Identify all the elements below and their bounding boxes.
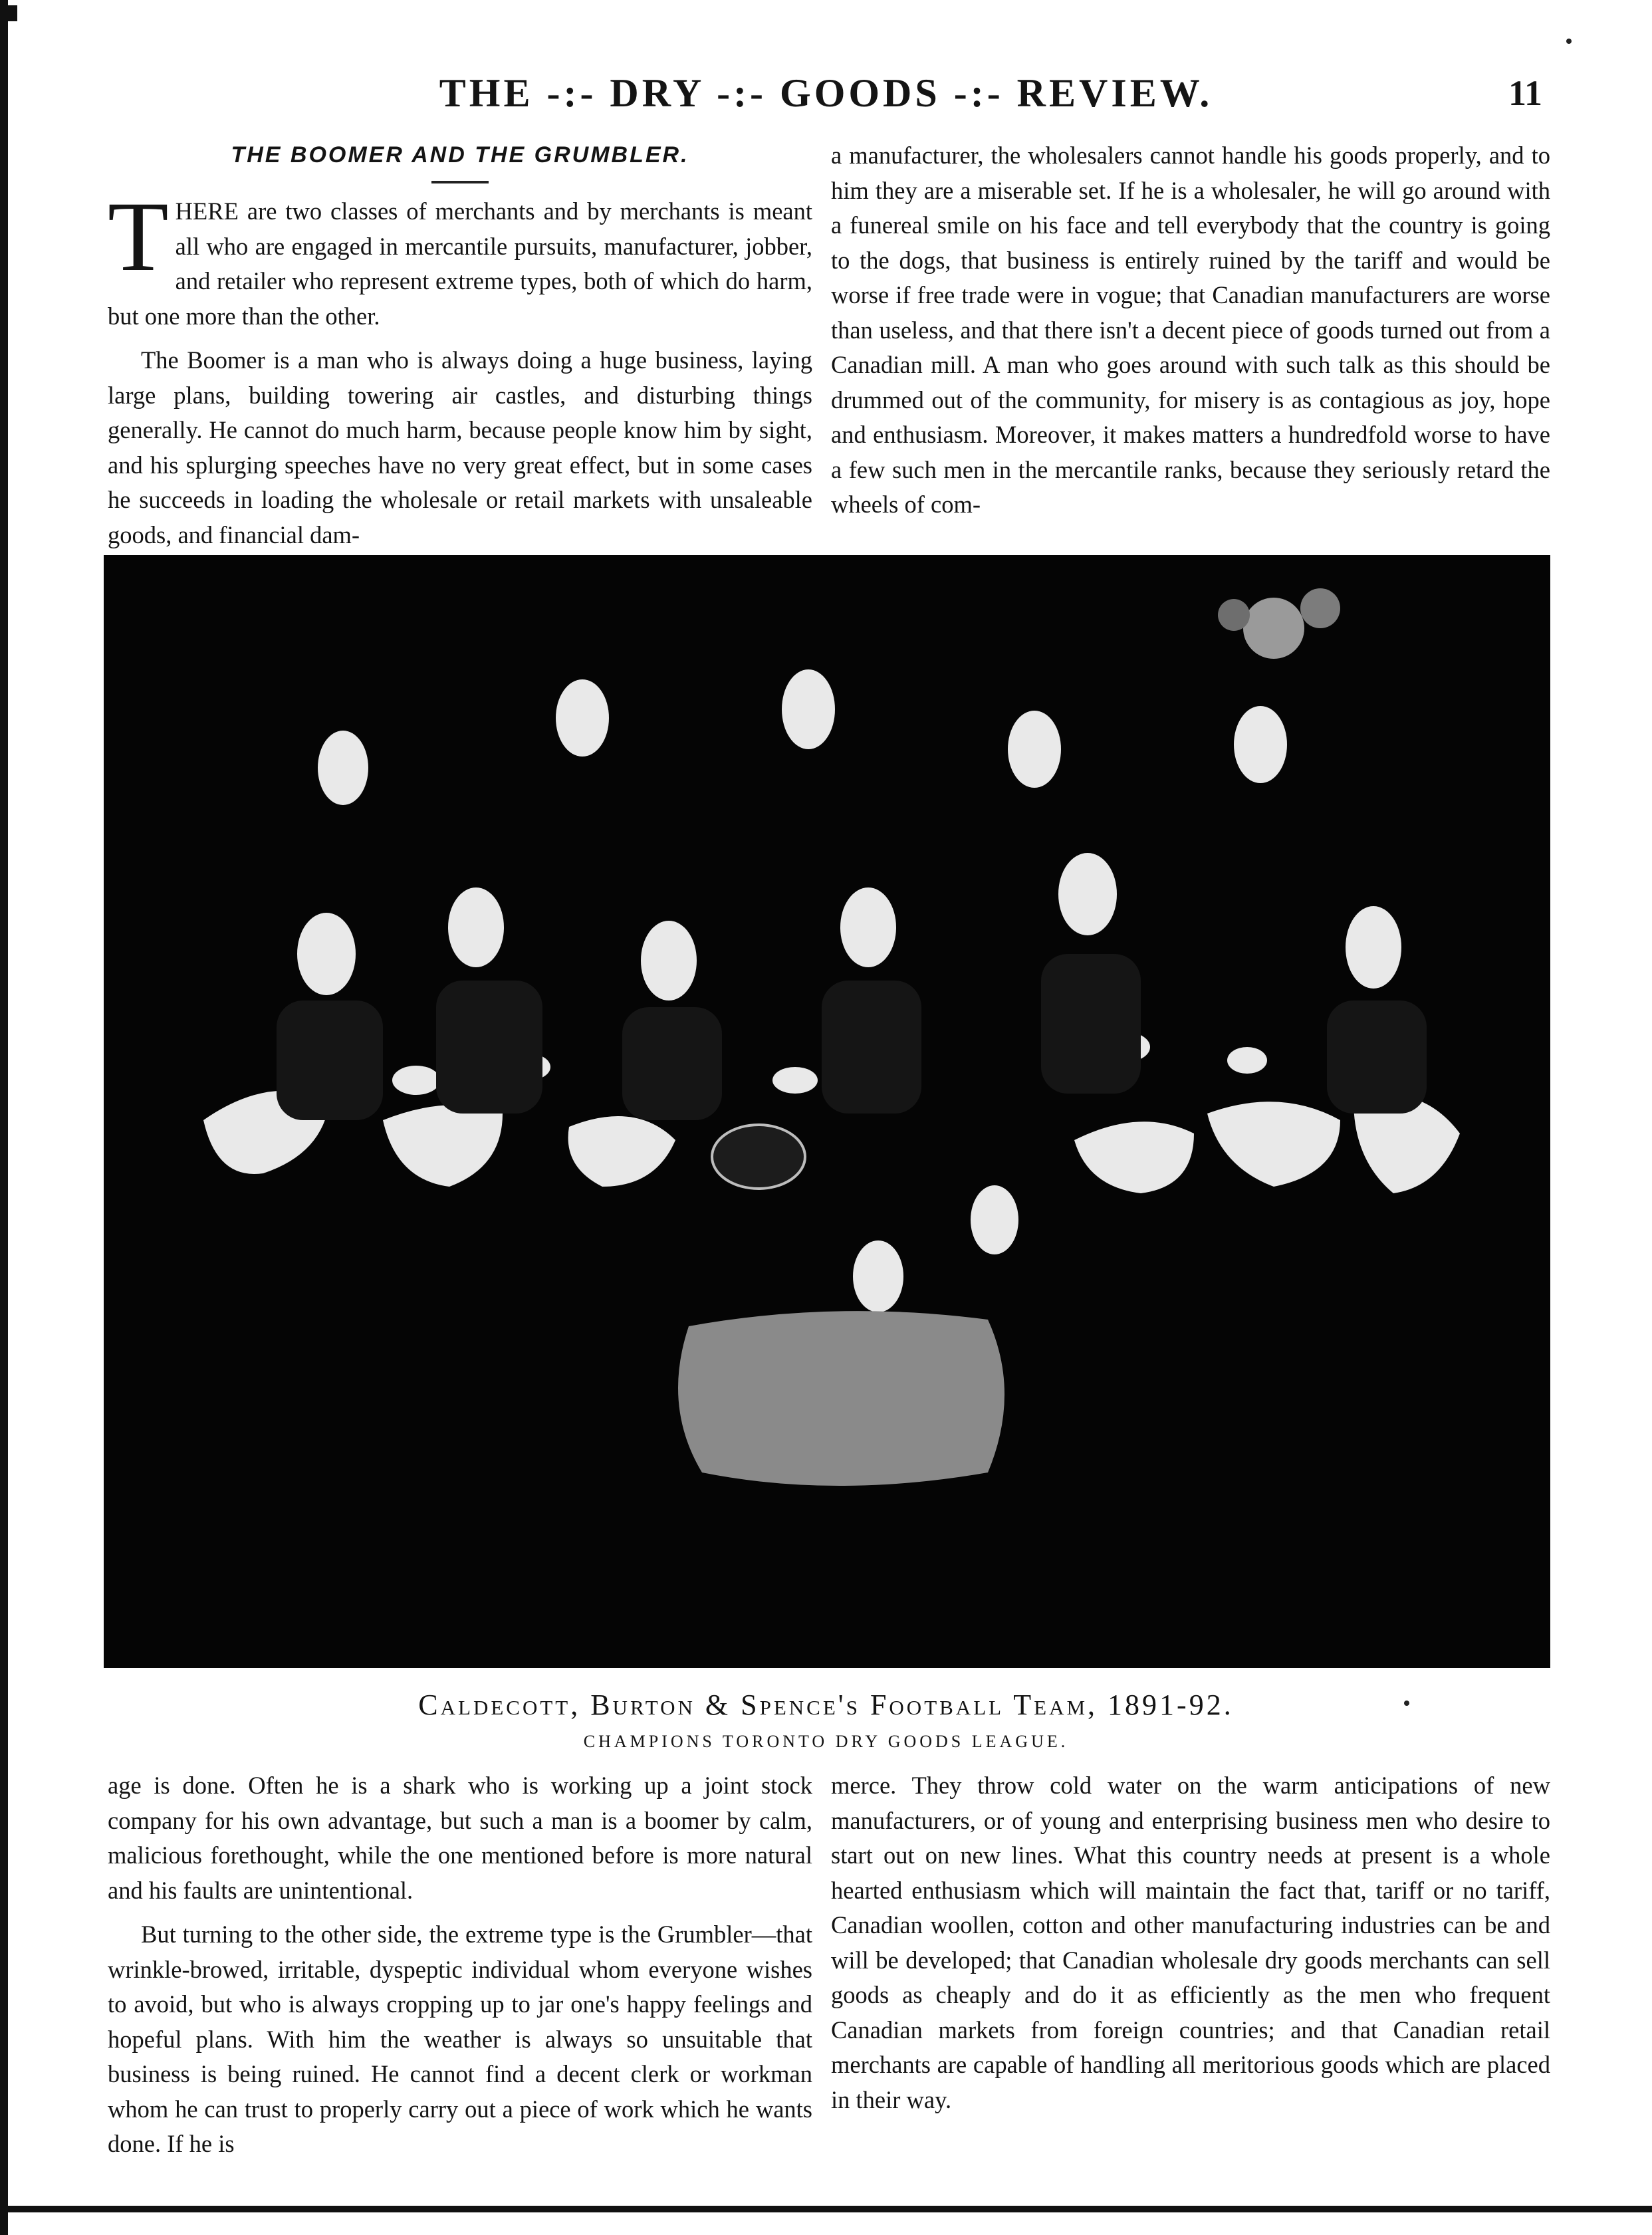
left-border-rule — [0, 0, 8, 2235]
article-column-left-bottom — [108, 1768, 812, 2162]
team-photograph — [104, 555, 1550, 1668]
article-paragraph: age is done. Often he is a shark who is working up a joint stock company for his own advantage, but such a man is a boomer by calm, malicious forethought, while the one mentioned before is more natural and his faults are unintentional. — [108, 1772, 812, 1904]
article-column-right-top — [831, 138, 1550, 523]
article-paragraph: a manufacturer, the wholesalers cannot handle his goods properly, and to him they are a miserable set. If he is a wholesaler, he will go around with a funereal smile on his face and tell everybody that the country is going to the dogs, that business is entirely ruined by the tariff and would be worse if free trade were in vogue; that Canadian manufacturers are worse than useless, and that there isn't a decent piece of goods turned out from a Canadian mill. A man who goes around with such talk as this should be drummed out of the community, for misery is as contagious as joy, hope and enthusiasm. Moreover, it makes matters a hundredfold worse to have a few such men in the mercantile ranks, because they seriously retard the wheels of com- — [831, 142, 1550, 518]
photo-subcaption: CHAMPIONS TORONTO DRY GOODS LEAGUE. — [583, 1732, 1069, 1751]
article-paragraph: But turning to the other side, the extreme type is the Grumbler—that wrinkle-browed, irritable, dyspeptic individual whom everyone wishes to avoid, but who is always cropping up to jar one's happy feelings and hopeful plans. With him the weather is always so unsuitable that business is being ruined. He cannot find a decent clerk or workman whom he can trust to properly carry out a piece of work which he wants done. If he is — [108, 1921, 812, 2157]
article-heading: THE BOOMER AND THE GRUMBLER. — [231, 142, 689, 168]
article-column-left-top — [108, 138, 812, 552]
page-header-title: THE -:- DRY -:- GOODS -:- REVIEW. — [439, 71, 1213, 115]
photo-caption: Caldecott, Burton & Spence's Football Team, 1891-92. — [418, 1689, 1234, 1721]
article-paragraph: merce. They throw cold water on the warm anticipations of new manufacturers, or of young and enterprising business men who desire to start out on new lines. What this country needs at present is a whole hearted enthusiasm which will maintain the fact that, tariff or no tariff, Canadian woollen, cotton and other manufacturing industries can be and will be developed; that Canadian wholesale dry goods merchants can sell goods as cheaply and do it as efficiently as the men who frequent Canadian markets from foreign countries; and that Canadian retail merchants are capable of handling all meritorious goods which are placed in their way. — [831, 1772, 1550, 2113]
speck-mark — [1566, 39, 1572, 44]
page-number: 11 — [1508, 73, 1542, 113]
heading-rule — [431, 181, 489, 183]
article-paragraph — [108, 181, 812, 334]
team-photo-illustration — [104, 555, 1550, 1668]
paragraph-text: HERE are two classes of merchants and by merchants is meant all who are engaged in mercantile pursuits, manufacturer, jobber, and retailer who represent extreme types, both of which do harm, but one more than the other. — [108, 197, 812, 330]
bottom-border-rule — [0, 2206, 1652, 2212]
article-paragraph: The Boomer is a man who is always doing a huge business, laying large plans, building towering air castles, and disturbing things generally. He cannot do much harm, because people know him by sight, and his splurging speeches have no very great effect, but in some cases he succeeds in loading the wholesale or retail markets with unsaleable goods, and financial dam- — [108, 346, 812, 548]
article-column-right-bottom — [831, 1768, 1550, 2117]
corner-mark — [3, 5, 17, 21]
drop-cap: T — [108, 181, 169, 292]
